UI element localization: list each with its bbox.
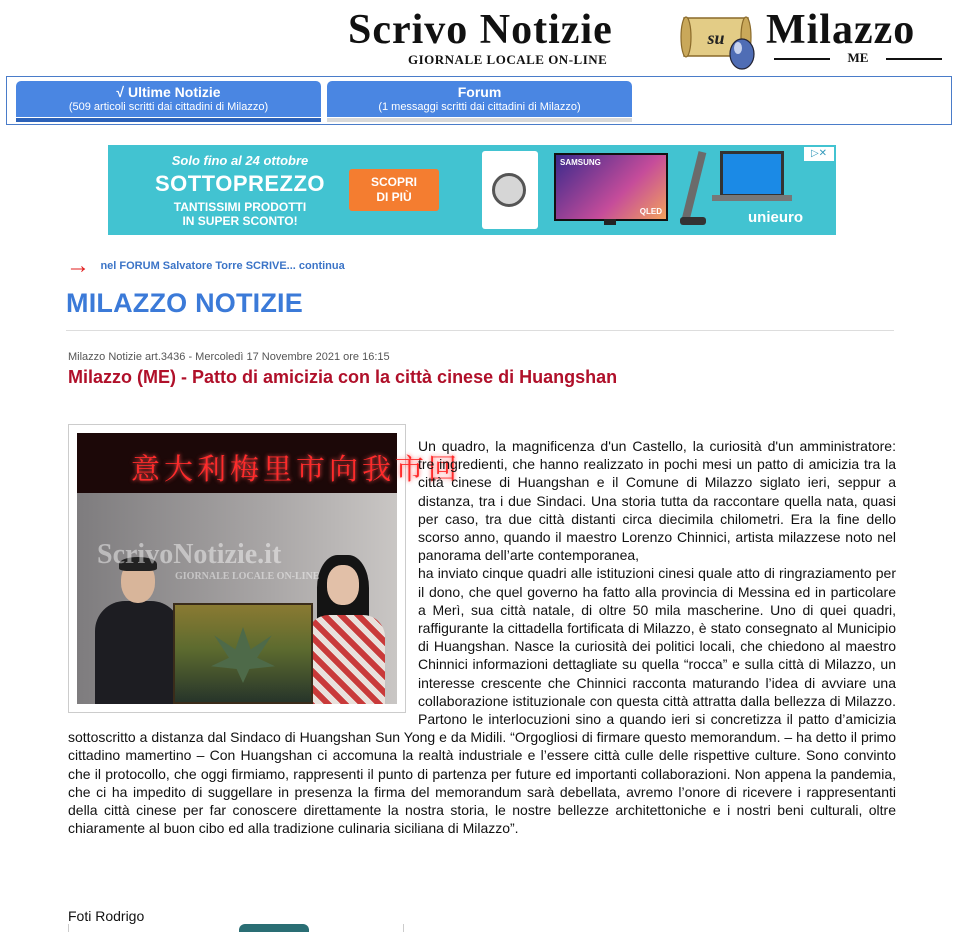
ad-subline <box>108 200 372 228</box>
main-nav <box>6 76 952 125</box>
section-title: MILAZZO NOTIZIE <box>66 288 303 318</box>
tab-sublabel: (509 articoli scritti dai cittadini di Milazzo) <box>68 101 269 113</box>
ad-cta-button[interactable] <box>349 169 439 211</box>
site-subtitle: GIORNALE LOCALE ON-LINE <box>408 52 608 67</box>
tab-label: Forum <box>457 84 502 100</box>
article-paragraph: ha inviato cinque quadri alle istituzioni cinesi quale atto di ringraziamento per il dono, che quel governo ha fatto alla provincia di Messina ed in particolare a Merì, sua città natale, di oltre 50 mila mascherine. Uno di quei quadri, raffigurante la cittadella fortificata di Milazzo, è stato consegnato al Municipio di Huangshan. Nasce la curiosità dei politici locali, che chiedono al maestro Chinnici informazioni dettagliate su quella “rocca” e sulla città di Milazzo, un interesse crescente che Chinnici racconta maturando l’idea di avviare una collaborazione istituzionale con questa città attratta dalla bellezza di Milazzo. Partono le interlocuzioni sino a quando ieri si concretizza il patto d’amicizia sottoscritto a distanza dal Sindaco di Huangshan Sun Yong e da Midili. “Orgogliosi di firmare questo memorandum. – ha detto il primo cittadino mamertino – Con Huangshan ci accomuna la realtà industriale e l’essere città culle delle rispettive culture. Sono convinto che il protocollo, che oggi firmiamo, rappresenti il punto di partenza per future ed importanti collaborazioni. Non appena la pandemia, che ci ha impedito di suggellare in presenza la firma del memorandum sarà debellata, avremo l’onore di ricevere i rappresentanti della città cinese per far conoscere direttamente la nostra storia, le nostre bellezze architettoniche e i nostri beni culturali, oltre chiaramente al buon cibo ed alla tradizione culinaria siciliana di Milazzo”. <box>68 565 896 837</box>
red-arrow-icon: → <box>66 252 90 279</box>
tv-image <box>554 153 668 221</box>
vacuum-image <box>682 151 707 221</box>
laptop-base <box>712 195 792 201</box>
masthead[interactable] <box>346 4 950 70</box>
tv-stand <box>604 219 616 225</box>
washing-machine-image <box>482 151 538 229</box>
ad-subline-1: TANTISSIMI PRODOTTI <box>173 200 307 214</box>
site-title: Scrivo Notizie <box>348 7 613 53</box>
led-sign-text: 意大利梅里市向我市回 <box>131 452 462 486</box>
scroll-mouse-logo-icon <box>678 8 762 70</box>
site-province <box>774 50 942 66</box>
ad-headline: SOTTOPREZZO <box>154 171 326 196</box>
vacuum-head <box>680 217 706 225</box>
forum-teaser <box>66 252 345 280</box>
photo-watermark-sub: GIORNALE LOCALE ON-LINE <box>175 571 320 582</box>
tab-forum[interactable] <box>327 81 632 117</box>
divider <box>66 330 894 331</box>
tab-active-indicator <box>16 118 321 122</box>
photo-watermark: ScrivoNotizie.it <box>97 539 282 570</box>
article-paragraph: Un quadro, la magnificenza d'un Castello, la curiosità d'un amministratore: tre ingredienti, che hanno realizzato in pochi mesi un patto di amicizia tra la città cinese di Huangshan e il Comune di Milazzo siglato ieri, seppur a distanza, tra i due Sindaci. Una storia tutta da raccontare quella nata, quasi per caso, tra due città distanti circa diecimila chilometri. Era la fine dello scorso anno, quando il maestro Lorenzo Chinnici, artista milazzese noto nel panorama dell’arte contemporanea, <box>418 438 896 564</box>
tab-sublabel: (1 messaggi scritti dai cittadini di Milazzo) <box>378 101 581 113</box>
ad-brand: unieuro <box>748 209 803 226</box>
site-city: Milazzo <box>766 7 916 53</box>
forum-teaser-link[interactable]: nel FORUM Salvatore Torre SCRIVE... continua <box>100 260 345 272</box>
tab-inactive-indicator <box>327 118 632 122</box>
tab-ultime-notizie[interactable] <box>16 81 321 117</box>
logo-word: su <box>707 28 725 48</box>
next-image-top <box>68 924 404 932</box>
laptop-image <box>720 151 784 197</box>
province-label: ME <box>847 50 869 65</box>
ad-subline-2: IN SUPER SCONTO! <box>182 214 298 228</box>
article-headline[interactable]: Milazzo (ME) - Patto di amicizia con la città cinese di Huangshan <box>68 367 618 387</box>
tv-model: QLED <box>639 207 662 216</box>
ad-cta-line-1: SCOPRI <box>370 175 417 189</box>
article-author: Foti Rodrigo <box>68 908 145 924</box>
adchoices-icon[interactable]: ▷✕ <box>804 147 834 161</box>
ad-date-line: Solo fino al 24 ottobre <box>171 153 309 168</box>
article-body <box>68 437 896 837</box>
tab-label: √ Ultime Notizie <box>116 84 221 100</box>
banner-ad[interactable] <box>108 145 836 235</box>
article-meta: Milazzo Notizie art.3436 - Mercoledì 17 Novembre 2021 ore 16:15 <box>68 351 390 363</box>
ad-cta-line-2: DI PIÙ <box>376 190 412 204</box>
tv-brand: SAMSUNG <box>560 158 601 167</box>
